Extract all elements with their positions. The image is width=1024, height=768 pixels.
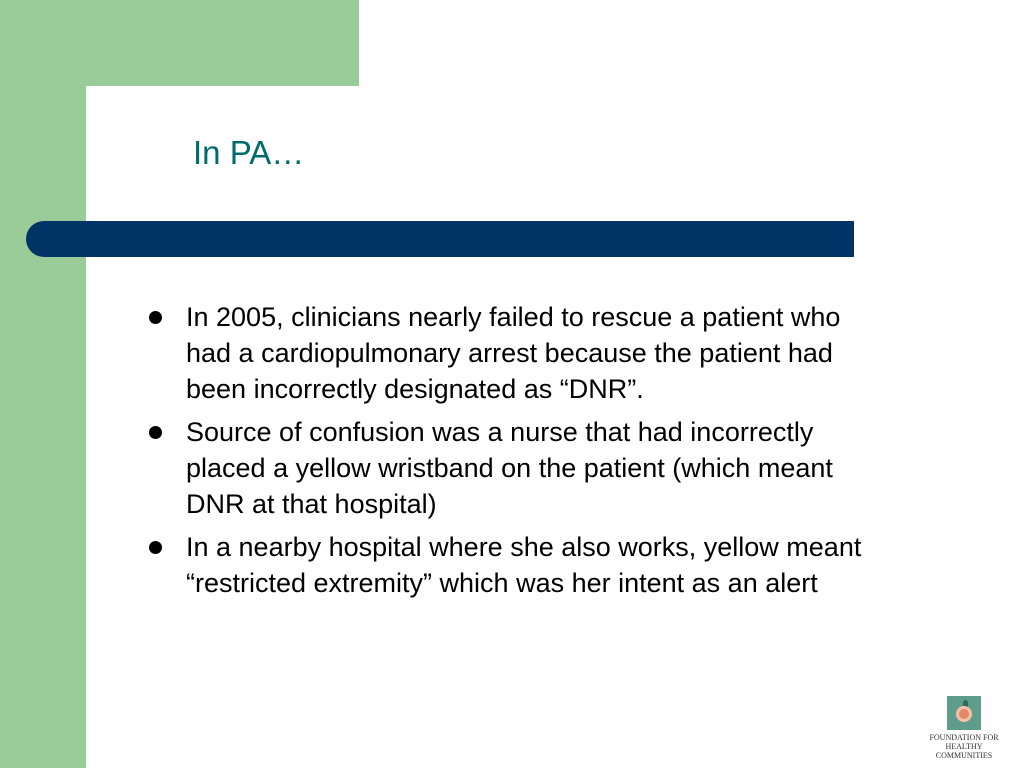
logo-line-2: HEALTHY COMMUNITIES bbox=[935, 742, 993, 760]
bullet-text: In a nearby hospital where she also works, yellow meant “restricted extremity” which was her intent as an alert bbox=[186, 532, 862, 598]
green-top-band bbox=[0, 0, 359, 86]
bullet-dot-icon bbox=[149, 426, 162, 439]
bullet-dot-icon bbox=[149, 311, 162, 324]
foundation-logo bbox=[918, 696, 1010, 760]
green-side-band bbox=[0, 0, 86, 768]
bullet-list bbox=[146, 299, 886, 608]
bullet-item bbox=[146, 299, 886, 407]
apple-icon bbox=[956, 706, 972, 722]
title-divider-bar bbox=[26, 221, 854, 257]
bullet-item bbox=[146, 414, 886, 522]
apple-logo-icon bbox=[947, 696, 981, 730]
bullet-text: Source of confusion was a nurse that had incorrectly placed a yellow wristband on the patient (which meant DNR at that hospital) bbox=[186, 417, 833, 519]
bullet-dot-icon bbox=[149, 541, 162, 554]
logo-text bbox=[918, 733, 1010, 760]
rounded-content-corner bbox=[86, 86, 186, 186]
logo-line-1: FOUNDATION FOR bbox=[929, 733, 999, 742]
slide-title: In PA… bbox=[193, 134, 305, 171]
bullet-item bbox=[146, 529, 886, 601]
bullet-text: In 2005, clinicians nearly failed to rescue a patient who had a cardiopulmonary arrest because the patient had been incorrectly designated as “DNR”. bbox=[186, 302, 841, 404]
